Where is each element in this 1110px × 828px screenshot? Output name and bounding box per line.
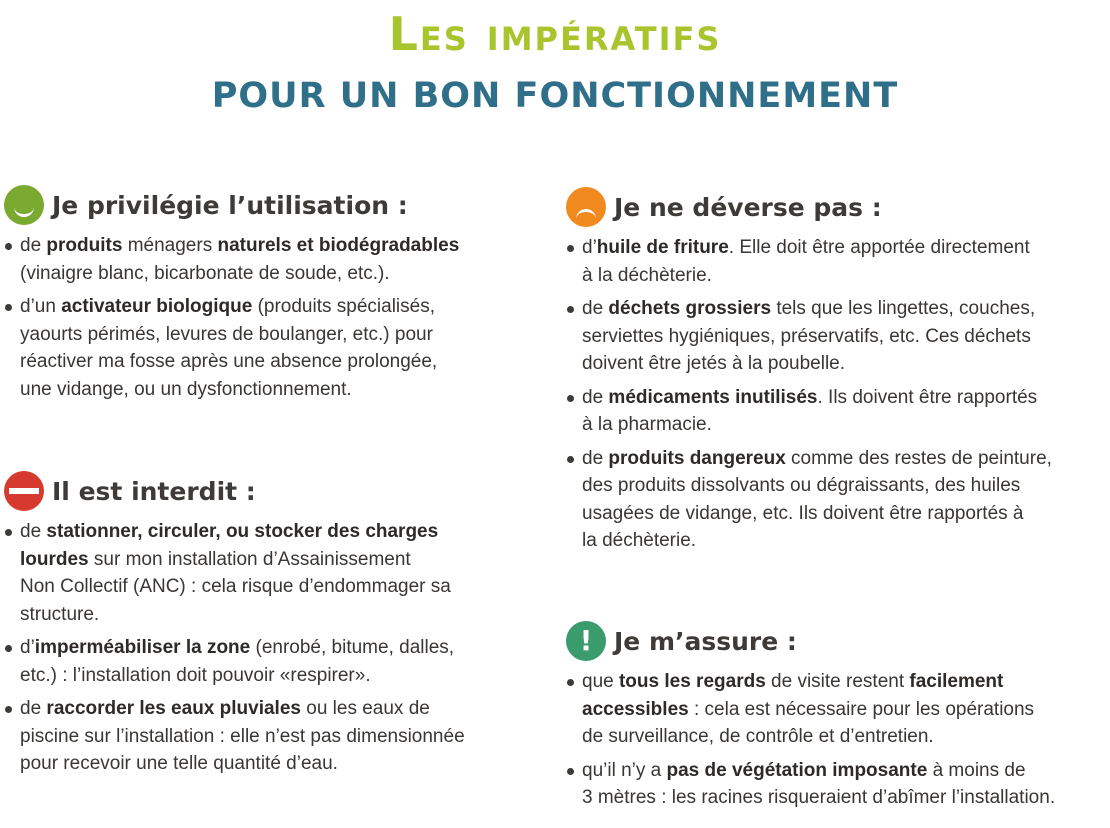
list-item bbox=[566, 445, 1106, 555]
item-line bbox=[582, 445, 1106, 473]
item-line bbox=[582, 668, 1106, 696]
item-line bbox=[20, 348, 544, 376]
item-list bbox=[4, 232, 544, 403]
item-line bbox=[20, 293, 544, 321]
emphasis-text: médicaments inutilisés bbox=[608, 386, 818, 408]
item-text: d’un bbox=[20, 296, 62, 317]
item-text: de bbox=[20, 235, 47, 256]
list-item bbox=[566, 757, 1106, 812]
item-list bbox=[566, 234, 1106, 555]
item-line bbox=[582, 757, 1106, 785]
item-line bbox=[20, 750, 544, 778]
item-text: . Elle doit être apportée directement bbox=[728, 237, 1030, 258]
section-deverse bbox=[566, 186, 1106, 561]
item-text: doivent être jetés à la poubelle. bbox=[582, 353, 846, 374]
no-entry-icon bbox=[4, 471, 44, 511]
emphasis-text: tous les regards bbox=[618, 671, 766, 692]
item-text: réactiver ma fosse après une absence prolongée, bbox=[20, 351, 438, 372]
item-text: une vidange, ou un dysfonctionnement. bbox=[20, 378, 352, 400]
item-text: structure. bbox=[20, 603, 100, 625]
item-line bbox=[582, 500, 1106, 528]
item-list bbox=[566, 668, 1106, 812]
item-line bbox=[20, 634, 544, 662]
item-line bbox=[582, 350, 1106, 378]
item-line bbox=[20, 695, 544, 723]
item-text: des produits dissolvants ou dégraissants, des huiles bbox=[582, 475, 1021, 496]
item-text: ou les eaux de bbox=[300, 698, 430, 719]
item-line bbox=[582, 527, 1106, 555]
item-line bbox=[582, 411, 1106, 439]
emphasis-text: activateur biologique bbox=[61, 296, 253, 317]
item-text: pour recevoir une telle quantité d’eau. bbox=[20, 753, 338, 774]
item-line bbox=[20, 723, 544, 751]
item-text: sur mon installation d’Assainissement bbox=[88, 548, 411, 570]
section-header bbox=[566, 620, 1106, 662]
item-text: de surveillance, de contrôle et d’entretien. bbox=[582, 726, 934, 747]
emphasis-text: lourdes bbox=[20, 548, 89, 570]
item-text: serviettes hygiéniques, préservatifs, etc. Ces déchets bbox=[582, 325, 1031, 347]
item-line bbox=[582, 323, 1106, 351]
item-text: (produits spécialisés, bbox=[252, 296, 435, 317]
list-item bbox=[566, 668, 1106, 751]
emphasis-text: naturels et biodégradables bbox=[217, 235, 460, 256]
item-line bbox=[20, 546, 544, 574]
section-title: Il est interdit : bbox=[52, 476, 256, 506]
item-text: etc.) : l’installation doit pouvoir «respirer». bbox=[20, 664, 371, 686]
list-item bbox=[566, 384, 1106, 439]
item-line bbox=[20, 232, 544, 260]
list-item bbox=[4, 695, 544, 778]
page-subtitle: POUR UN BON FONCTIONNEMENT bbox=[211, 76, 899, 116]
section-title: Je privilégie l’utilisation : bbox=[52, 190, 408, 220]
item-line bbox=[582, 262, 1106, 290]
emphasis-text: stationner, circuler, ou stocker des charges bbox=[46, 521, 439, 542]
section-header bbox=[4, 184, 544, 226]
emphasis-text: facilement bbox=[909, 671, 1004, 692]
item-text: que bbox=[582, 671, 619, 692]
item-text: d’ bbox=[20, 637, 35, 658]
item-line bbox=[20, 662, 544, 690]
item-text: tels que les lingettes, couches, bbox=[771, 298, 1036, 319]
item-text: usagées de vidange, etc. Ils doivent être rapportés à bbox=[582, 502, 1024, 524]
emphasis-text: raccorder les eaux pluviales bbox=[46, 698, 301, 719]
item-text: piscine sur l’installation : elle n’est pas dimensionnée bbox=[20, 725, 465, 747]
item-text: : cela est nécessaire pour les opérations bbox=[688, 698, 1035, 720]
item-line bbox=[582, 234, 1106, 262]
item-line bbox=[20, 518, 544, 546]
item-line bbox=[20, 321, 544, 349]
section-header bbox=[566, 186, 1106, 228]
item-text: d’ bbox=[582, 237, 597, 258]
list-item bbox=[4, 232, 544, 287]
item-text: de visite restent bbox=[765, 671, 910, 692]
section-title: Je ne déverse pas : bbox=[614, 192, 882, 222]
section-privilegie bbox=[4, 184, 544, 409]
item-text: la déchèterie. bbox=[582, 530, 697, 551]
section-assure bbox=[566, 620, 1106, 818]
item-line bbox=[20, 573, 544, 601]
item-line bbox=[20, 601, 544, 629]
item-text: à moins de bbox=[927, 759, 1026, 781]
item-text: de bbox=[582, 386, 609, 408]
item-text: ménagers bbox=[122, 235, 218, 256]
emphasis-text: produits bbox=[46, 235, 123, 256]
section-interdit bbox=[4, 470, 544, 784]
list-item bbox=[4, 518, 544, 628]
list-item bbox=[4, 293, 544, 403]
sad-face-icon bbox=[566, 187, 606, 227]
item-text: de bbox=[20, 698, 47, 719]
list-item bbox=[4, 634, 544, 689]
item-line bbox=[20, 260, 544, 288]
item-line bbox=[582, 384, 1106, 412]
section-header bbox=[4, 470, 544, 512]
item-line bbox=[582, 784, 1106, 812]
emphasis-text: huile de friture bbox=[596, 237, 729, 258]
item-line bbox=[20, 376, 544, 404]
section-title: Je m’assure : bbox=[614, 626, 797, 656]
exclamation-icon: ! bbox=[566, 621, 606, 661]
item-text: (enrobé, bitume, dalles, bbox=[250, 637, 455, 658]
item-text: Non Collectif (ANC) : cela risque d’endommager sa bbox=[20, 576, 451, 597]
emphasis-text: pas de végétation imposante bbox=[666, 759, 928, 781]
item-text: de bbox=[20, 521, 47, 542]
item-text: . Ils doivent être rapportés bbox=[817, 386, 1038, 408]
item-line bbox=[582, 295, 1106, 323]
smiley-face-icon bbox=[4, 185, 44, 225]
list-item bbox=[566, 295, 1106, 378]
item-line bbox=[582, 472, 1106, 500]
item-text: de bbox=[582, 447, 609, 469]
item-list bbox=[4, 518, 544, 778]
item-text: yaourts périmés, levures de boulanger, etc.) pour bbox=[20, 323, 433, 345]
item-text: 3 mètres : les racines risqueraient d’abîmer l’installation. bbox=[582, 787, 1056, 808]
item-text: de bbox=[582, 298, 609, 319]
item-text: à la pharmacie. bbox=[582, 414, 712, 435]
item-line bbox=[582, 723, 1106, 751]
emphasis-text: déchets grossiers bbox=[608, 298, 772, 319]
emphasis-text: accessibles bbox=[582, 698, 689, 720]
emphasis-text: produits dangereux bbox=[608, 447, 786, 469]
page-title: Les impératifs bbox=[388, 7, 722, 61]
item-text: à la déchèterie. bbox=[582, 264, 712, 286]
item-text: comme des restes de peinture, bbox=[785, 447, 1052, 469]
item-text: (vinaigre blanc, bicarbonate de soude, etc.). bbox=[20, 262, 390, 284]
item-text: qu’il n’y a bbox=[582, 759, 667, 781]
item-line bbox=[582, 696, 1106, 724]
list-item bbox=[566, 234, 1106, 289]
emphasis-text: imperméabiliser la zone bbox=[34, 637, 251, 658]
